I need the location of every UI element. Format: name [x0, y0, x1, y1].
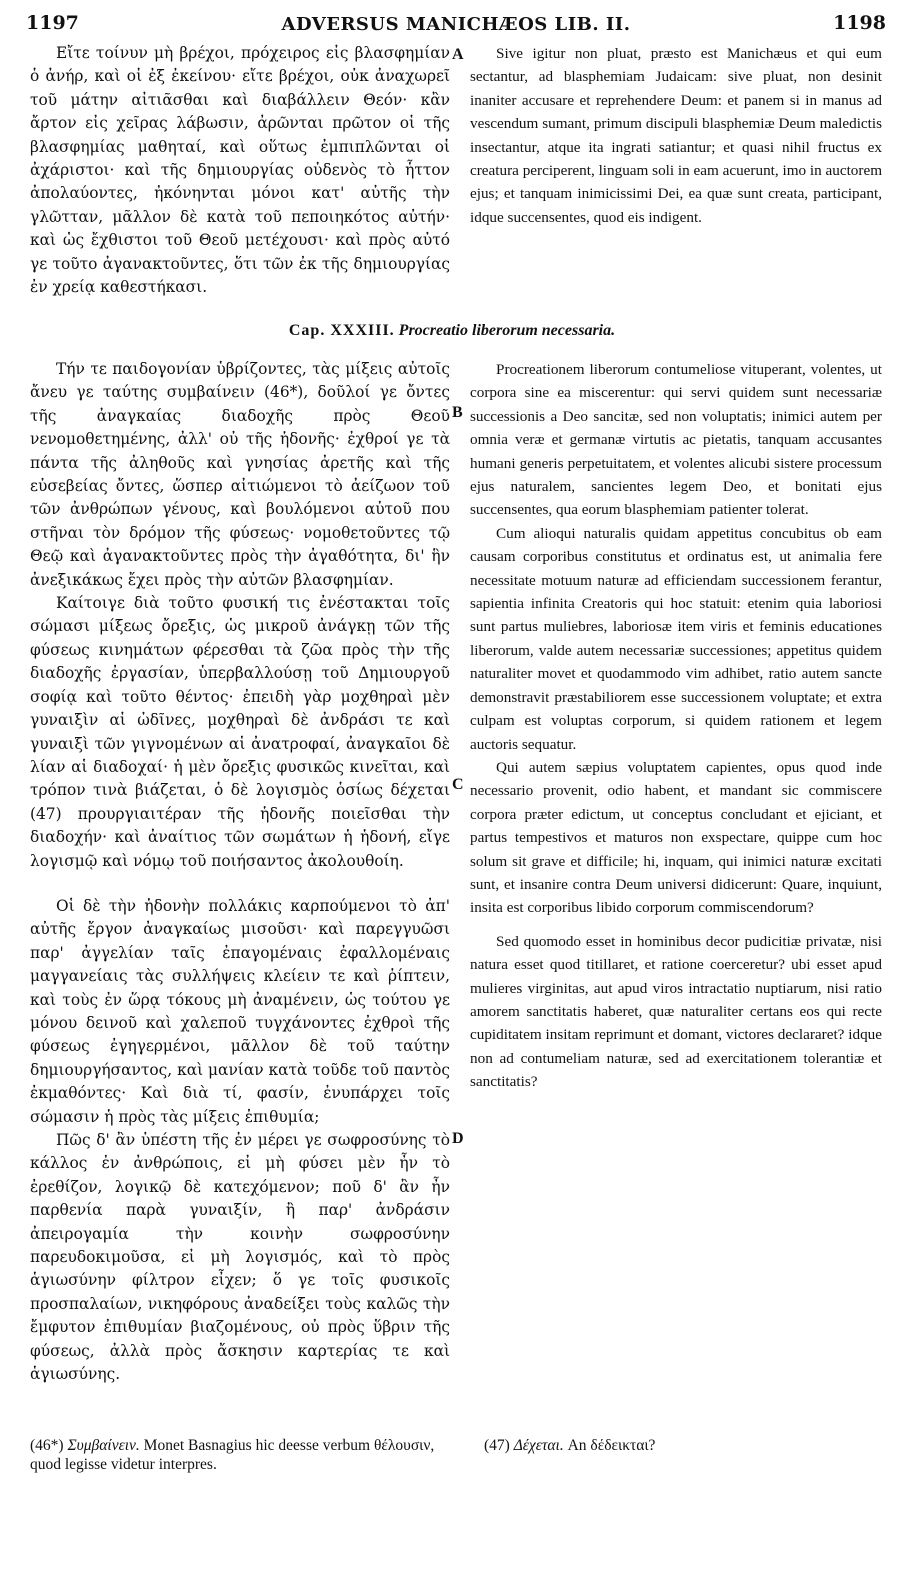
margin-marker-a: A — [452, 46, 464, 63]
margin-marker-c: C — [452, 776, 464, 793]
greek-column-main — [30, 358, 450, 1386]
footnote-46-text: Monet Basnagius hic deesse verbum θέλουσιν, quod legisse videtur interpres. — [30, 1437, 435, 1473]
greek-paragraph-1: Εἴτε τοίνυν μὴ βρέχοι, πρόχειρος εἰς βλασφημίαν ὁ ἀνήρ, καὶ οἱ ἐξ ἐκείνου· εἴτε βρέχοι, οὐκ ἀναχωρεῖ τοῦ μάτην αἰτιᾶσθαι καὶ διαβάλλειν Θεόν· κἂν ἄρτον εἰς χεῖρας λάβωσιν, ἀρῶνται πρῶτον οἱ τῆς βλασφημίας μαθηταί, καὶ οὕτως ἐμπιπλῶνται οἱ ἀχάριστοι· καὶ τῆς δημιουργίας οὐδενὸς τὸ ἧττον ἀπολαύοντες, ἠκόνηνται μόνοι κατ' αὐτῆς τὴν γλῶτταν, μᾶλλον δὲ κατὰ τοῦ πεποιηκότος αὐτήν· καὶ ὡς ἔχθιστοι τοῦ Θεοῦ μετέχουσι· καὶ πρὸς αὐτό γε τοῦτο ἀγανακτοῦντες, ὅτι τῶν ἐκ τῆς δημιουργίας ἐν χρείᾳ καθεστήκασι. — [30, 44, 450, 297]
page-number-left: 1197 — [26, 12, 79, 34]
chapter-number: Cap. XXXIII. — [288, 322, 395, 339]
page-number-right: 1198 — [833, 12, 886, 34]
margin-marker-d: D — [452, 1130, 464, 1147]
page-header — [26, 12, 886, 38]
latin-column-main — [470, 358, 882, 1094]
footnote-46 — [30, 1436, 450, 1474]
footnote-47-lemma: Δέχεται. — [513, 1437, 564, 1454]
margin-marker-b: B — [452, 404, 463, 421]
greek-column-top — [30, 42, 450, 299]
footnote-46-lemma: Συμβαίνειν. — [67, 1437, 140, 1454]
footnote-47-text: An δέδεικται? — [567, 1437, 656, 1454]
greek-paragraph-4: Οἱ δὲ τὴν ἡδονὴν πολλάκις καρπούμενοι τὸ ἀπ' αὐτῆς ἔργον ἀναγκαίως μισοῦσι· καὶ παρεγγυῶσι παρ' ἀγγελίαν ταῖς ἐπαγομέναις ἐφαλλομέναις μαγγανείαις τὰς συλλήψεις κλείειν τε καὶ ῥίπτειν, καὶ τοὺς ἐν ὥρᾳ τόκους μὴ ἀναμένειν, ὡς τούτου γε μόνου δεινοῦ καὶ χαλεποῦ τυγχάνοντες ἐχθροὶ τῆς φύσεως ἐγηγερμένοι, μᾶλλον δὲ τοῦ ταύτην δημιουργήσαντος, καὶ μανίαν κατὰ τοῦδε τοῦ παντὸς ἐκμαθόντες· Καὶ διὰ τί, φασίν, ἐνυπάρχει τοῖς σώμασιν ἡ πρὸς τὰς μίξεις ἐπιθυμία; — [30, 896, 450, 1126]
latin-paragraph-4: Qui autem sæpius voluptatem capientes, opus quod inde necessario provenit, odio habent, et mandant sic commiscere corpora præter edictum, ut conceptus concludant et ejiciant, et partus tempestivos et maturos non exspectare, quippe cum hoc solum sit grave et difficile; hi, inquam, qui inimici naturæ excitati sunt, et insanire contra Deum universi didicerunt: Quare, inquiunt, insita est corporibus libido corporum commiscendorum? — [470, 758, 882, 917]
latin-paragraph-2: Procreationem liberorum contumeliose vituperant, volentes, ut corpora sine ea miscerentur: qui servi quidem sunt necessariæ successionis a Deo sancitæ, sed non voluptatis; inimici autem per omnia veræ et germanæ virtutis ac pietatis, tanquam accusantes humani generis perpetuitatem, et volentes alicubi sistere processum ejus naturalem, sancientes legem Deo, et bonitati ejus succensentes, qua eorum blasphemiam patienter tolerat. — [470, 361, 882, 519]
greek-paragraph-5: Πῶς δ' ἂν ὑπέστη τῆς ἐν μέρει γε σωφροσύνης τὸ κάλλος ἐν ἀνθρώποις, εἰ μὴ φύσει μὲν ἦν τὸ ἐρεθίζον, λογικῷ δὲ κατεχόμενον; ποῦ δ' ἂν ἦν παρθενία παρὰ γυναιξίν, ἢ παρ' ἀνδράσιν ἀπειρογαμία τὴν κοινὴν σωφροσύνην παρευδοκιμοῦσα, εἰ μὴ λογισμός, καὶ τὸ πρὸς ἁγιωσύνην φίλτρον εἶχεν; ὅ γε τοῖς φυσικοῖς προσπαλαίων, νικηφόρους ἀναδείξει τοὺς καλῶς τὴν ἔμφυτον ἐπιθυμίαν βιαζομένους, οὐ πρὸς ὕβριν τῆς φύσεως, ἀλλὰ πρὸς ἄσκησιν καρτερίας τε καὶ ἁγιωσύνης. — [30, 1131, 450, 1384]
latin-column-top — [470, 42, 882, 229]
footnote-46-number: (46*) — [30, 1437, 64, 1454]
latin-paragraph-1: Sive igitur non pluat, præsto est Manichæus et qui eum sectantur, ad blasphemiam Judaicam: sive pluat, non desinit inaniter accusare et reprehendere Deum: et panem si in manus ad vescendum sumant, primum discipuli blasphemiæ Deum maledictis insectantur, atque ita ingrati satiantur; et quasi nihil fructus ex creatura perciperent, linguam soli in eam acuerunt, imo in auctorem ejus; et tanquam inimicissimi Dei, ea quæ sunt creata, participant, idque succensentes, quod eis indigent. — [470, 45, 883, 226]
chapter-title: Procreatio liberorum necessaria. — [398, 322, 616, 339]
latin-paragraph-3: Cum alioqui naturalis quidam appetitus concubitus ob eam causam corporibus constitutus et ordinatus est, ut animalia fere necessitate motuum naturæ ad efficiendam successionem ferantur, sapientia infinita Creatoris qui hoc statuit: etenim quia laboriosi sunt partus muliebres, laboriosæ item viris et feminis educationes liberorum, valde autem necessariæ successiones; appetitus quidem naturaliter movet et quodammodo vim adhibet, ratio autem sancte demonstravit præstabiliorem esse successionem voluptate; et extra culpam est voluptas corporum, si quidem rationem et legem auctoris sequatur. — [470, 524, 882, 753]
latin-paragraph-5: Sed quomodo esset in hominibus decor pudicitiæ privatæ, nisi natura esset quod titillaret, et ratione coerceretur? ubi esset apud mulieres virginitas, aut apud viros intractatio nuptiarum, nisi ratio amorem sanctitatis haberet, quæ naturaliter certans eos qui recte cupiditatem insitam reprimunt et domant, victores declararet? idque non ad contumeliam naturæ, sed ad exercitationem tolerantiæ et sanctitatis? — [470, 932, 882, 1091]
chapter-heading — [0, 322, 904, 340]
greek-paragraph-2: Τήν τε παιδογονίαν ὑβρίζοντες, τὰς μίξεις αὐτοῖς ἄνευ γε ταύτης συμβαίνειν (46*), δοῦλοί γε ὄντες τῆς ἀναγκαίας διαδοχῆς πρὸς Θεοῦ νενομοθετημένης, ἀλλ' οὐ τῆς ἡδονῆς· ἐχθροί γε τὰ πάντα τῆς ἀληθοῦς καὶ γνησίας ἀρετῆς καὶ τῆς εὐσεβείας ὄντες, ὥσπερ αἰτιώμενοι τὸ ἀείζωον τοῦ τῶν ἀνθρώπων γένους, καὶ βουλόμενοι αὐτοῦ που στῆναι τὸν δρόμον τῆς φύσεως· νομοθετοῦντες τῷ Θεῷ καὶ ἀγανακτοῦντες πρὸς τὴν ἀγαθότητα, δι' ἣν ἀνεξικάκως ἔχει πρὸς τὴν αὐτῶν βλασφημίαν. — [30, 360, 450, 589]
running-title: ADVERSUS MANICHÆOS LIB. II. — [281, 14, 631, 35]
footnote-47-number: (47) — [484, 1437, 510, 1454]
footnote-47 — [484, 1436, 884, 1455]
greek-paragraph-3: Καίτοιγε διὰ τοῦτο φυσική τις ἐνέστακται τοῖς σώμασι μίξεως ὄρεξις, ὡς μικροῦ ἀνάγκῃ τῶν τῆς φύσεως κινημάτων φέρεσθαι τὰ ζῶα πρὸς τὴν τῆς διαδοχῆς ἐργασίαν, ὑπερβαλλούσῃ τοῦ Δημιουργοῦ σοφίᾳ καὶ τοῦτο θέντος· ἐπειδὴ γὰρ μοχθηραὶ μὲν γυναιξὶν αἱ ὠδῖνες, μοχθηραὶ δὲ ἀνδράσι τε καὶ γυναιξὶ τῶν γιγνομένων αἱ ἀνατροφαί, ἀναγκαῖοι δὲ λίαν αἱ διαδοχαί· ἡ μὲν ὄρεξις φυσικῶς κινεῖται, καὶ τρόπον τινὰ βιάζεται, ὁ δὲ λογισμὸς ὁσίως δέχεται (47) προυργιαιτέραν τῆς ἡδονῆς ποιεῖσθαι τὴν διαδοχήν· καὶ ἀναίτιος τῶν σωμάτων ἡ ἡδονή, εἴγε λογισμῷ καὶ νόμῳ τοῦ ποιήσαντος ἀκολουθοίη. — [30, 594, 450, 870]
